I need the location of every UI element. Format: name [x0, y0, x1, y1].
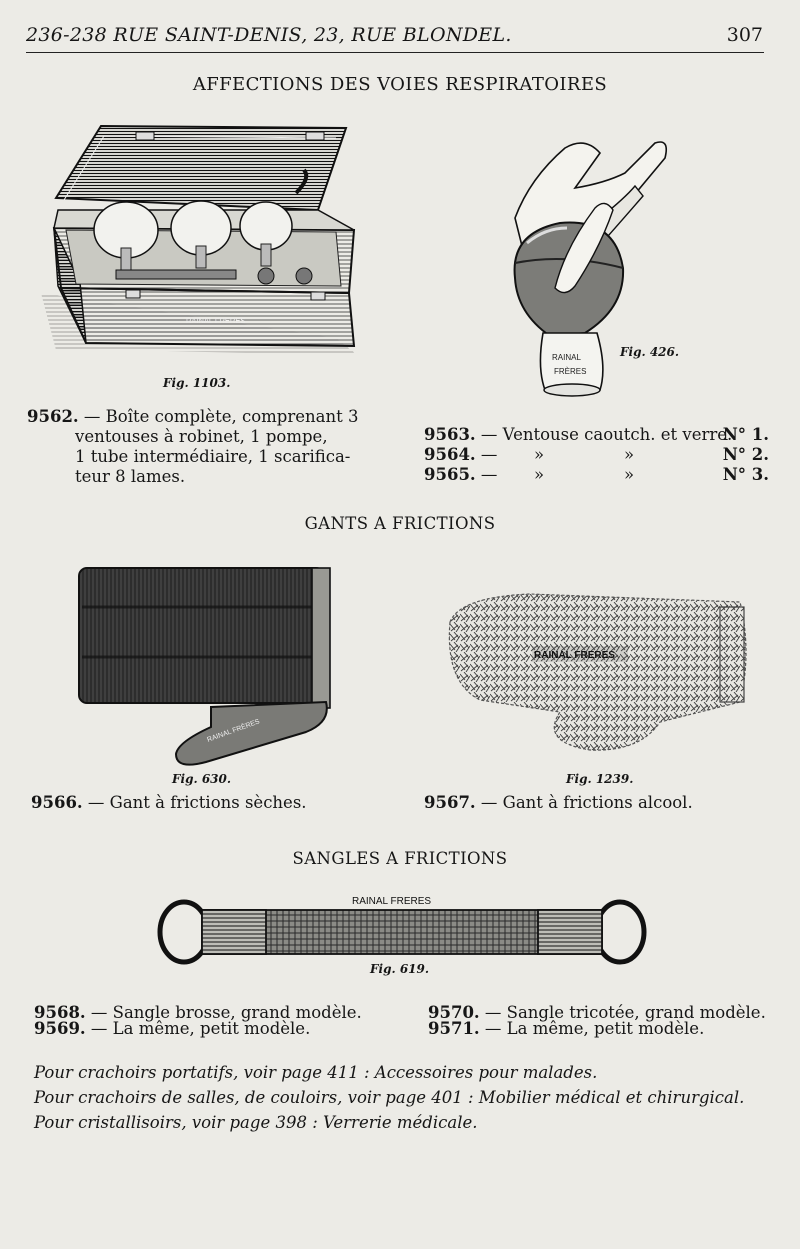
item-9569-number: 9569. — [34, 1019, 86, 1038]
reference-portable-spittoons: Pour crachoirs portatifs, voir page 411 : Accessoires pour malades. — [34, 1063, 598, 1082]
item-9567-text: — Gant à frictions alcool. — [480, 793, 693, 812]
reference-crystallizers: Pour cristallisoirs, voir page 398 : Verrerie médicale. — [34, 1113, 478, 1132]
strap-brand-label: RAINAL FRERES — [352, 896, 432, 907]
item-9566 — [31, 793, 307, 813]
item-9564-ditto1: » — [534, 445, 545, 464]
item-9562-number: 9562. — [27, 407, 79, 426]
item-9563-size: N° 1. — [722, 425, 769, 444]
item-9568-number: 9568. — [34, 1003, 86, 1022]
item-9564 — [424, 445, 769, 465]
item-9562-line3: 1 tube intermédiaire, 1 scarifica- — [75, 447, 351, 466]
glove-brand-label: RAINAL FRÈRES — [206, 718, 261, 744]
item-9565-size: N° 3. — [722, 465, 769, 484]
item-9565 — [424, 465, 769, 485]
item-9564-text: — — [480, 445, 498, 464]
item-9568-text: — Sangle brosse, grand modèle. — [90, 1003, 362, 1022]
item-9566-number: 9566. — [31, 793, 83, 812]
item-9565-number: 9565. — [424, 465, 476, 484]
bulb-brand-label-1: RAINAL — [552, 353, 581, 362]
cupping-box-illustration — [36, 118, 366, 363]
item-9571-number: 9571. — [428, 1019, 480, 1038]
reference-room-spittoons: Pour crachoirs de salles, de couloirs, voir page 401 : Mobilier médical et chirurgical. — [34, 1088, 745, 1107]
section-title-gloves: GANTS A FRICTIONS — [304, 514, 496, 533]
alcohol-glove-brand-label: RAINAL FRERES — [534, 650, 615, 661]
item-9565-ditto1: » — [534, 465, 545, 484]
section-title-respiratory: AFFECTIONS DES VOIES RESPIRATOIRES — [192, 74, 608, 95]
section-title-straps: SANGLES A FRICTIONS — [292, 849, 508, 868]
figure-caption-1239: Fig. 1239. — [566, 772, 634, 786]
item-9563-number: 9563. — [424, 425, 476, 444]
page-number: 307 — [726, 24, 763, 46]
friction-strap-illustration — [154, 888, 650, 968]
item-9564-ditto2: » — [624, 445, 635, 464]
item-9565-ditto2: » — [624, 465, 635, 484]
item-9562-dash: — — [83, 407, 101, 426]
item-9567 — [424, 793, 693, 813]
item-9569 — [34, 1019, 310, 1039]
item-9570-number: 9570. — [428, 1003, 480, 1022]
item-9569-text: — La même, petit modèle. — [90, 1019, 311, 1038]
item-9562-line4: teur 8 lames. — [75, 467, 186, 486]
item-9571-text: — La même, petit modèle. — [484, 1019, 705, 1038]
item-9562-line2: ventouses à robinet, 1 pompe, — [75, 427, 328, 446]
alcohol-friction-glove-illustration — [440, 582, 755, 762]
item-9571 — [428, 1019, 704, 1039]
header-address: 236-238 RUE SAINT-DENIS, 23, RUE BLONDEL. — [26, 24, 512, 46]
figure-caption-630: Fig. 630. — [172, 772, 232, 786]
item-9566-text: — Gant à frictions sèches. — [87, 793, 307, 812]
box-brand-label: RAINAL FRERES — [186, 316, 246, 325]
item-9564-number: 9564. — [424, 445, 476, 464]
rubber-cup-illustration — [505, 128, 680, 403]
dry-friction-glove-illustration — [76, 562, 338, 772]
item-9564-size: N° 2. — [722, 445, 769, 464]
figure-caption-426: Fig. 426. — [620, 345, 680, 359]
header-rule — [26, 52, 764, 53]
item-9562-line1: Boîte complète, comprenant 3 — [105, 407, 359, 426]
figure-caption-1103: Fig. 1103. — [163, 376, 231, 390]
item-9563-text: — Ventouse caoutch. et verre. — [480, 425, 733, 444]
item-9563 — [424, 425, 769, 445]
bulb-brand-label-2: FRÈRES — [554, 367, 587, 376]
item-9570-text: — Sangle tricotée, grand modèle. — [484, 1003, 766, 1022]
figure-caption-619: Fig. 619. — [370, 962, 430, 976]
item-9565-text: — — [480, 465, 498, 484]
item-9562 — [27, 407, 387, 487]
item-9567-number: 9567. — [424, 793, 476, 812]
